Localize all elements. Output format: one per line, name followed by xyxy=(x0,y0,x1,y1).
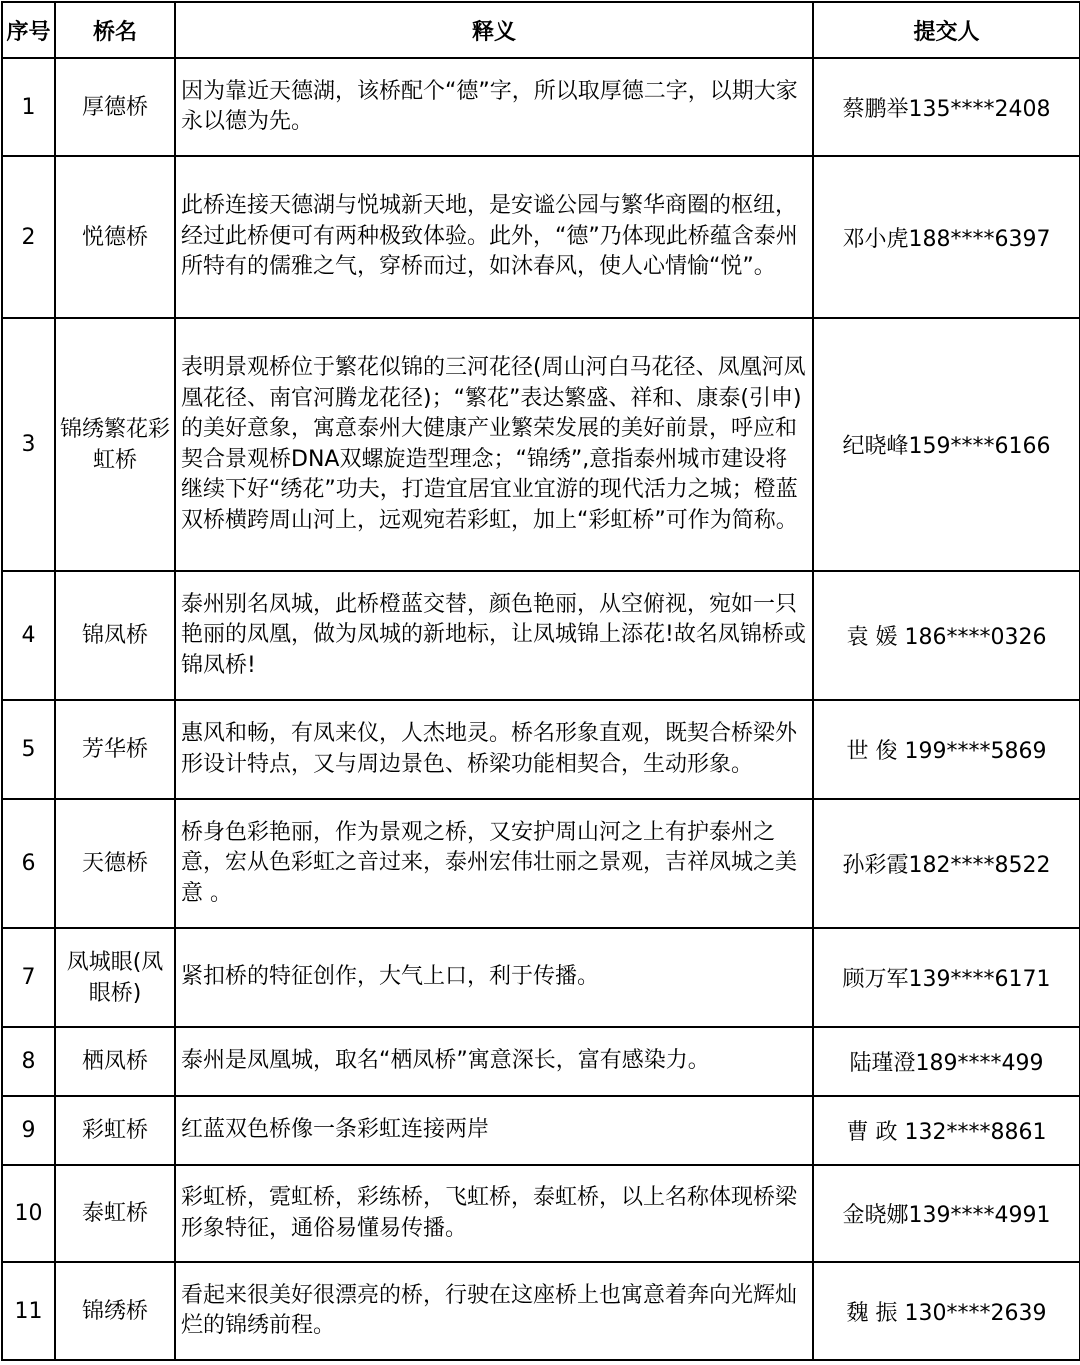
header-desc: 释义 xyxy=(175,2,813,58)
row-desc: 此桥连接天德湖与悦城新天地，是安谧公园与繁华商圈的枢纽，经过此桥便可有两种极致体验。此外，“德”乃体现此桥蕴含泰州所特有的儒雅之气，穿桥而过，如沐春风，使人心情愉“悦”。 xyxy=(175,156,813,318)
row-name: 锦绣桥 xyxy=(55,1262,175,1360)
row-desc: 彩虹桥，霓虹桥，彩练桥，飞虹桥，泰虹桥，以上名称体现桥梁形象特征，通俗易懂易传播。 xyxy=(175,1165,813,1262)
header-person: 提交人 xyxy=(813,2,1080,58)
row-person: 顾万军139****6171 xyxy=(813,928,1080,1027)
row-desc: 红蓝双色桥像一条彩虹连接两岸 xyxy=(175,1096,813,1165)
row-no: 11 xyxy=(2,1262,55,1360)
row-desc: 紧扣桥的特征创作，大气上口，利于传播。 xyxy=(175,928,813,1027)
row-no: 1 xyxy=(2,58,55,156)
row-desc: 泰州别名凤城，此桥橙蓝交替，颜色艳丽，从空俯视，宛如一只艳丽的凤凰，做为凤城的新地标，让凤城锦上添花!故名凤锦桥或锦凤桥! xyxy=(175,571,813,700)
table-row xyxy=(2,318,1080,571)
row-desc: 因为靠近天德湖，该桥配个“德”字，所以取厚德二字，以期大家永以德为先。 xyxy=(175,58,813,156)
row-person: 陆瑾澄189****499 xyxy=(813,1027,1080,1096)
row-no: 8 xyxy=(2,1027,55,1096)
row-person: 魏 振 130****2639 xyxy=(813,1262,1080,1360)
table-row xyxy=(2,1027,1080,1096)
table-row xyxy=(2,928,1080,1027)
header-name: 桥名 xyxy=(55,2,175,58)
row-no: 5 xyxy=(2,700,55,799)
row-no: 7 xyxy=(2,928,55,1027)
table-row xyxy=(2,156,1080,318)
row-name: 凤城眼(凤眼桥) xyxy=(55,928,175,1027)
row-no: 9 xyxy=(2,1096,55,1165)
table-header-row xyxy=(2,2,1080,58)
row-person: 纪晓峰159****6166 xyxy=(813,318,1080,571)
row-person: 曹 政 132****8861 xyxy=(813,1096,1080,1165)
row-name: 泰虹桥 xyxy=(55,1165,175,1262)
row-name: 彩虹桥 xyxy=(55,1096,175,1165)
row-person: 金晓娜139****4991 xyxy=(813,1165,1080,1262)
row-no: 6 xyxy=(2,799,55,928)
row-person: 孙彩霞182****8522 xyxy=(813,799,1080,928)
row-no: 3 xyxy=(2,318,55,571)
bridge-names-table xyxy=(1,1,1080,1361)
table-row xyxy=(2,571,1080,700)
table-row xyxy=(2,58,1080,156)
row-person: 邓小虎188****6397 xyxy=(813,156,1080,318)
table-row xyxy=(2,700,1080,799)
row-desc: 看起来很美好很漂亮的桥，行驶在这座桥上也寓意着奔向光辉灿烂的锦绣前程。 xyxy=(175,1262,813,1360)
row-name: 悦德桥 xyxy=(55,156,175,318)
row-desc: 表明景观桥位于繁花似锦的三河花径(周山河白马花径、凤凰河凤凰花径、南官河腾龙花径)；“繁花”表达繁盛、祥和、康泰(引申)的美好意象，寓意泰州大健康产业繁荣发展的美好前景，呼应和契合景观桥DNA双螺旋造型理念；“锦绣”,意指泰州城市建设将继续下好“绣花”功夫，打造宜居宜业宜游的现代活力之城；橙蓝双桥横跨周山河上，远观宛若彩虹，加上“彩虹桥”可作为简称。 xyxy=(175,318,813,571)
table-row xyxy=(2,1262,1080,1360)
table-row xyxy=(2,799,1080,928)
row-name: 芳华桥 xyxy=(55,700,175,799)
row-no: 10 xyxy=(2,1165,55,1262)
row-no: 4 xyxy=(2,571,55,700)
row-name: 天德桥 xyxy=(55,799,175,928)
row-person: 世 俊 199****5869 xyxy=(813,700,1080,799)
table-row xyxy=(2,1165,1080,1262)
row-name: 厚德桥 xyxy=(55,58,175,156)
row-no: 2 xyxy=(2,156,55,318)
row-desc: 惠风和畅，有凤来仪，人杰地灵。桥名形象直观，既契合桥梁外形设计特点，又与周边景色、桥梁功能相契合，生动形象。 xyxy=(175,700,813,799)
table-row xyxy=(2,1096,1080,1165)
header-no: 序号 xyxy=(2,2,55,58)
row-person: 袁 媛 186****0326 xyxy=(813,571,1080,700)
row-name: 锦凤桥 xyxy=(55,571,175,700)
row-person: 蔡鹏举135****2408 xyxy=(813,58,1080,156)
row-name: 栖凤桥 xyxy=(55,1027,175,1096)
row-desc: 桥身色彩艳丽，作为景观之桥，又安护周山河之上有护泰州之意，宏从色彩虹之音过来，泰州宏伟壮丽之景观，吉祥凤城之美 意 。 xyxy=(175,799,813,928)
row-desc: 泰州是凤凰城，取名“栖凤桥”寓意深长，富有感染力。 xyxy=(175,1027,813,1096)
row-name: 锦绣繁花彩虹桥 xyxy=(55,318,175,571)
